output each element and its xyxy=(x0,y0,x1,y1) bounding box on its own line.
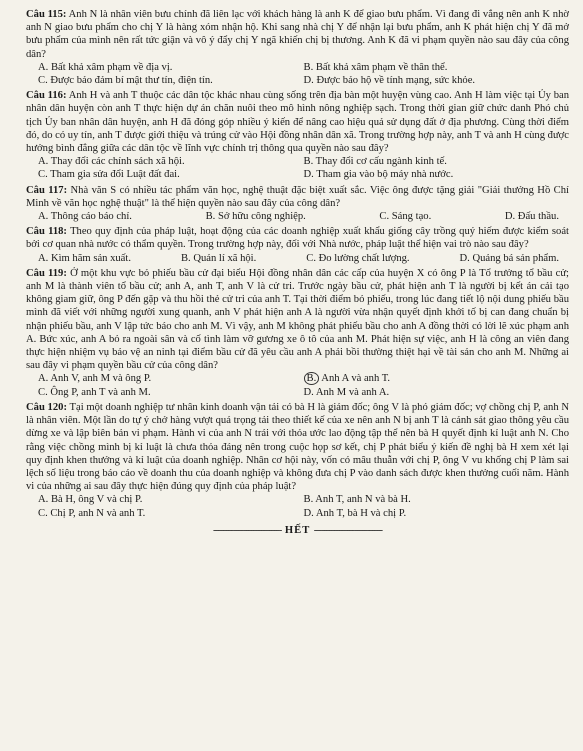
options-117 xyxy=(26,210,569,223)
option-d: D. Anh T, bà H và chị P. xyxy=(303,507,407,519)
option-a: A. Anh V, anh M và ông P. xyxy=(38,373,152,385)
end-marker xyxy=(26,524,569,537)
option-c: C. Tham gia sửa đổi Luật đất đai. xyxy=(38,169,180,181)
end-text: HẾT xyxy=(284,524,311,536)
question-text: Anh N là nhân viên bưu chính đã liên lạc với khách hàng là anh K để giao bưu phẩm. Vì đang đi vắng nên anh K nhờ anh N giao bưu phẩm cho chị Y là hàng xóm nhận hộ. Khi sang nhà chị Y để nhận lại bưu phẩm, anh K phát hiện chị Y đã mở bưu phẩm của mình nên rất tức giận và vô ý đẩy chị Y ngã khiến chị bị thương. Anh K đã vi phạm quyền nào sau đây của công dân? xyxy=(26,9,569,60)
option-a: A. Thông cáo báo chí. xyxy=(38,211,132,223)
option-c: C. Được bảo đảm bí mật thư tín, điện tín. xyxy=(38,75,213,87)
options-116 xyxy=(26,155,569,181)
question-label: Câu 118: xyxy=(26,226,67,238)
circled-answer-mark: B. xyxy=(304,372,320,385)
question-text: Theo quy định của pháp luật, hoạt động của các doanh nghiệp xuất khẩu giống cây trồng quý hiếm được kiểm soát bởi cơ quan nhà nước có thẩm quyền. Trong trường hợp này, đối với Nhà nước, pháp luật thể hiện vai trò nào sau đây? xyxy=(26,226,569,251)
option-b xyxy=(304,372,570,385)
question-117 xyxy=(26,184,569,210)
option-a: A. Kìm hãm sản xuất. xyxy=(38,252,131,264)
option-a: A. Thay đổi các chính sách xã hội. xyxy=(38,156,185,168)
question-116 xyxy=(26,89,569,155)
question-label: Câu 117: xyxy=(26,184,68,196)
option-a: A. Bất khả xâm phạm về địa vị. xyxy=(38,61,173,73)
end-dashes-left: --------------------------- xyxy=(212,524,282,536)
option-c: C. Đo lường chất lượng. xyxy=(306,252,410,264)
option-d: D. Tham gia vào bộ máy nhà nước. xyxy=(303,169,454,181)
option-b: B. Anh T, anh N và bà H. xyxy=(303,494,411,506)
question-119 xyxy=(26,267,569,373)
options-119 xyxy=(26,372,569,398)
options-115 xyxy=(26,61,569,87)
question-120 xyxy=(26,401,569,493)
question-label: Câu 120: xyxy=(26,401,67,413)
option-d: D. Quảng bá sản phẩm. xyxy=(459,252,559,264)
option-b: B. Bất khả xâm phạm về thân thể. xyxy=(303,61,448,73)
question-text: Tại một doanh nghiệp tư nhân kinh doanh vận tải có bà H là giám đốc; ông V là phó giám đốc; vợ chồng chị P, anh N là nhân viên. Một lần do tự ý chở hàng vượt quá trọng tải theo thiết kế của xe nên anh N bị anh T là cảnh sát giao thông yêu cầu dừng xe và lập biên bản vi phạm. Hành vi của anh N trái với thỏa ước lao động tập thể nên bà H quyết định kỉ luật anh N. Cho rằng việc chồng mình bị kỉ luật là chưa thỏa đáng nên trong cuộc họp sơ kết, chị P phát biểu ý kiến đề nghị bà H xem xét lại quy định khen thưởng và kỉ luật của doanh nghiệp. Nhân cơ hội này, vốn có mâu thuẫn với chị P, ông V vu khống chị P làm sai lệch số liệu trong báo cáo về doanh thu của doanh nghiệp và không đưa chị P vào danh sách được khen thưởng cuối năm. Hành vi của những ai sau đây thực hiện đúng quy định của pháp luật? xyxy=(26,401,569,493)
question-text: Ở một khu vực bỏ phiếu bầu cử đại biểu Hội đồng nhân dân các cấp của huyện X có ông P là Tổ trưởng tổ bầu cử; anh M là thành viên tổ bầu cử; anh A, anh T, anh V là cử tri. Trước ngày bầu cử, phát hiện anh T là người bị kết án cải tạo không giam giữ, ông P đến gặp và thu hồi thẻ cử tri của anh T. Tại thời điểm bỏ phiếu, trong lúc đang tiết lộ nội dung phiếu bầu mình đã viết với những người xung quanh, anh V phát hiện anh A là người vừa nhận quyết định khởi tố bị can đang chuẩn bị nhận phiếu bầu, anh V lập tức báo cho anh M. Vì vậy, anh M không phát phiếu bầu cho anh A đồng thời có lời lẽ xúc phạm anh A. Bức xúc, anh A bỏ ra ngoài sân và cố tình làm vỡ gương xe ô tô của anh M. Phát hiện sự việc, anh H là công an viên đang thực hiện nhiệm vụ bảo vệ an ninh tại điểm bầu cử đã yêu cầu anh A phải bồi thường thiệt hại về tài sản cho anh M. Những ai sau đây vi phạm quyền bầu cử của công dân? xyxy=(26,267,570,372)
end-dashes-right: --------------------------- xyxy=(313,524,383,536)
question-label: Câu 115: xyxy=(26,9,67,20)
option-d: D. Anh M và anh A. xyxy=(303,386,390,398)
option-c: C. Sáng tạo. xyxy=(379,211,432,223)
question-text: Nhà văn S có nhiều tác phẩm văn học, nghệ thuật đặc biệt xuất sắc. Việc ông được tặng giải "Giải thưởng Hồ Chí Minh về văn học nghệ thuật" là thể hiện quyền nào sau đây của công dân? xyxy=(26,184,569,209)
option-b-text: Anh A và anh T. xyxy=(321,373,391,385)
option-c: C. Ông P, anh T và anh M. xyxy=(38,386,151,398)
question-label: Câu 116: xyxy=(26,90,67,102)
option-b: B. Sở hữu công nghiệp. xyxy=(205,211,306,223)
options-120 xyxy=(26,493,569,519)
option-d: D. Được bảo hộ về tính mạng, sức khỏe. xyxy=(303,75,476,87)
question-text: Anh H và anh T thuộc các dân tộc khác nhau cùng sống trên địa bàn một huyện vùng cao. Anh H làm việc tại Ủy ban nhân dân huyện còn anh T thực hiện dự án chăn nuôi theo mô hình nông nghiệp sạch. Trong thời gian giữ chức danh Phó chủ tịch Ủy ban nhân dân huyện, anh H đã đóng góp nhiều ý kiến để nâng cao hiệu quả sử dụng đất ở địa phương. Cùng thời điểm đó, do có uy tín, anh T được giới thiệu và trúng cử vào Hội đồng nhân dân xã. Trong trường hợp này, anh T và anh H cùng được hưởng bình đẳng giữa các dân tộc về lĩnh vực chính trị thông qua quyền nào sau đây? xyxy=(26,90,569,155)
question-label: Câu 119: xyxy=(26,267,67,279)
question-118 xyxy=(26,225,569,251)
question-115 xyxy=(26,8,569,61)
option-b: B. Quản lí xã hội. xyxy=(180,252,257,264)
option-d: D. Đấu thầu. xyxy=(504,211,559,223)
option-b: B. Thay đổi cơ cấu ngành kinh tế. xyxy=(303,156,447,168)
option-c: C. Chị P, anh N và anh T. xyxy=(38,507,146,519)
option-a: A. Bà H, ông V và chị P. xyxy=(38,494,143,506)
options-118 xyxy=(26,252,569,265)
